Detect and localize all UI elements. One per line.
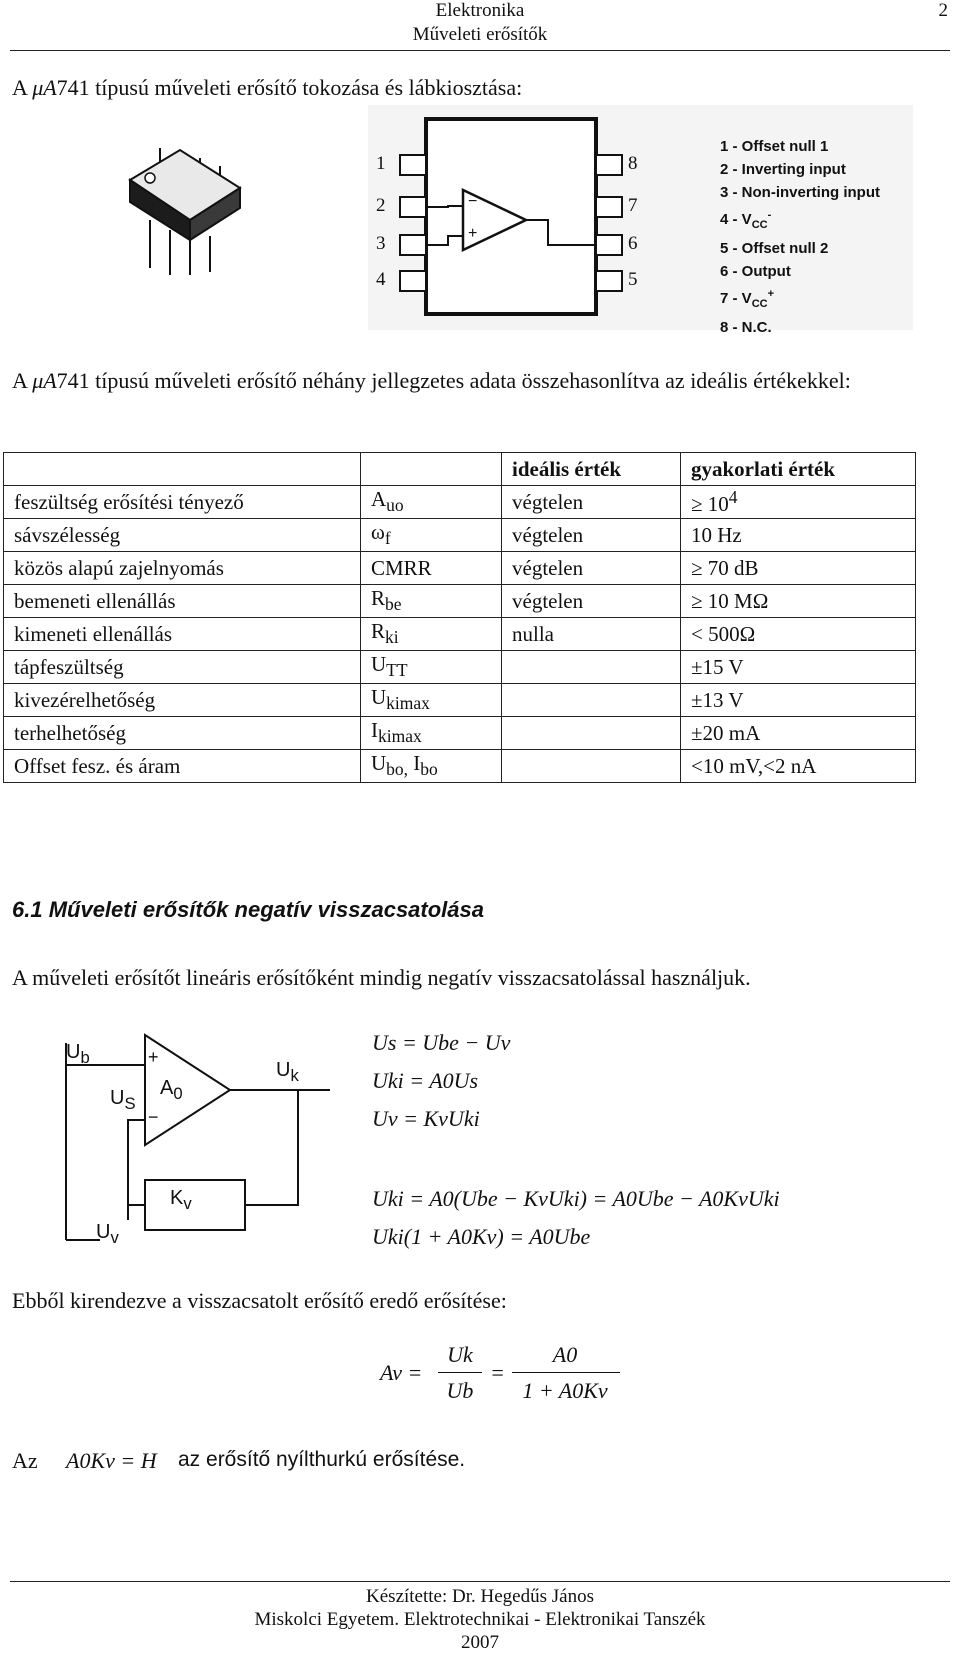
- table-row: közös alapú zajelnyomás CMRR végtelen ≥ 70 dB: [4, 552, 916, 585]
- header-title: Elektronika: [435, 0, 525, 21]
- table-header-row: [4, 453, 916, 486]
- pin-function-6: 6 - Output: [720, 263, 791, 280]
- footer-institution: Miskolci Egyetem. Elektrotechnikai - Elektronikai Tanszék: [254, 1609, 706, 1630]
- table-row: sávszélesség $\omega_f$ végtelen 10 Hz: [4, 519, 916, 552]
- opamp-plus: +: [148, 1047, 159, 1067]
- footer-author: Készítette: Dr. Hegedűs János: [366, 1586, 594, 1607]
- table-row: kimeneti ellenállás $R_{ki}$ nulla < 500Ω: [4, 618, 916, 651]
- openloop-text: az erősítő nyílthurkú erősítése.: [178, 1448, 466, 1471]
- openloop-expression: A0Kv = H: [66, 1448, 157, 1473]
- fraction-bar-2: [512, 1372, 620, 1373]
- label-a0: $A_0$: [160, 1077, 183, 1103]
- table-row: Offset fesz. és áram $U_{bo,}$ $I_{bo}$ <10 mV,<2 nA: [4, 750, 916, 783]
- pin-function-list: [720, 135, 880, 339]
- spec-table: [3, 452, 916, 783]
- feedback-circuit-diagram: [40, 1025, 350, 1265]
- section-heading: 6.1 Műveleti erősítők negatív visszacsatolása: [12, 897, 485, 922]
- pin-function-2: 2 - Inverting input: [720, 161, 846, 178]
- table-row: terhelhetőség $I_{kimax}$ ±20 mA: [4, 717, 916, 750]
- pinout-diagram: [368, 105, 913, 336]
- equation-3: Uv = KvUki: [372, 1106, 480, 1131]
- equation-2: Uki = A0Us: [372, 1068, 479, 1093]
- formula-den2: 1 + A0Kv: [522, 1378, 608, 1403]
- pin-function-4: $4 - V_{CC}^-$: [720, 209, 772, 231]
- equation-5: Uki(1 + A0Kv) = A0Ube: [372, 1224, 591, 1249]
- intro1-text: 741 típusú műveleti erősítő tokozása és lábkiosztása:: [56, 75, 523, 100]
- dip-package-image: [120, 140, 245, 280]
- fraction-bar-1: [438, 1372, 482, 1373]
- table-row: kivezérelhetőség $U_{kimax}$ ±13 V: [4, 684, 916, 717]
- pin-label-2: 2: [376, 195, 386, 216]
- opamp-minus-sign: −: [468, 193, 478, 210]
- equation-4: Uki = A0(Ube − KvUki) = A0Ube − A0KvUki: [372, 1186, 780, 1211]
- formula-num1: Uk: [447, 1342, 473, 1367]
- header-rule: [10, 50, 950, 51]
- formula-eq: =: [490, 1360, 505, 1385]
- formula-num2: A0: [552, 1342, 578, 1367]
- formula-den1: Ub: [446, 1378, 474, 1403]
- pin-function-7: $7 - V_{CC}^+$: [720, 288, 775, 310]
- formula-av-lhs: Av =: [380, 1360, 423, 1385]
- pin-label-6: 6: [628, 233, 638, 254]
- openloop-prefix: Az: [12, 1448, 38, 1473]
- pin-function-5: 5 - Offset null 2: [720, 240, 829, 257]
- table-row: bemeneti ellenállás $R_{be}$ végtelen ≥ 10 MΩ: [4, 585, 916, 618]
- section-paragraph: A műveleti erősítőt lineáris erősítőként mindig negatív visszacsatolással használjuk.: [12, 965, 751, 990]
- intro-pinout-text: [12, 75, 522, 101]
- mu-symbol: μA: [32, 75, 57, 100]
- pin-label-8: 8: [628, 153, 638, 174]
- header-ideal: ideális érték: [502, 453, 681, 486]
- footer-rule: [10, 1581, 950, 1582]
- label-uk: $U_k$: [276, 1059, 299, 1085]
- pin-label-7: 7: [628, 195, 638, 216]
- table-row: tápfeszültség $U_{TT}$ ±15 V: [4, 651, 916, 684]
- label-kv: $K_v$: [170, 1187, 192, 1213]
- opamp-plus-sign: +: [468, 225, 478, 242]
- equation-1: Us = Ube − Uv: [372, 1030, 511, 1055]
- pin-function-1: 1 - Offset null 1: [720, 138, 829, 155]
- header-subtitle: Műveleti erősítők: [412, 24, 548, 45]
- intro-table-text: A μA741 típusú műveleti erősítő néhány jellegzetes adata összehasonlítva az ideális értékekkel:: [12, 368, 851, 393]
- label-ub: $U_b$: [66, 1041, 90, 1067]
- pin-label-4: 4: [376, 269, 386, 290]
- opamp-minus: −: [148, 1107, 159, 1127]
- pin-label-3: 3: [376, 233, 386, 254]
- pin-label-5: 5: [628, 269, 638, 290]
- page-number: 2: [938, 0, 948, 21]
- pin-function-8: 8 - N.C.: [720, 319, 772, 336]
- footer-year: 2007: [461, 1632, 499, 1653]
- result-text: Ebből kirendezve a visszacsatolt erősítő eredő erősítése:: [12, 1288, 507, 1313]
- label-uv: $U_v$: [96, 1221, 119, 1247]
- pin-label-1: 1: [376, 153, 386, 174]
- intro1-prefix: A: [12, 75, 33, 100]
- header-practical: gyakorlati érték: [681, 453, 916, 486]
- label-us: $U_S$: [110, 1087, 136, 1113]
- table-row: feszültség erősítési tényező $A_{uo}$ végtelen ≥ $10^4$: [4, 486, 916, 519]
- pin-function-3: 3 - Non-inverting input: [720, 184, 880, 201]
